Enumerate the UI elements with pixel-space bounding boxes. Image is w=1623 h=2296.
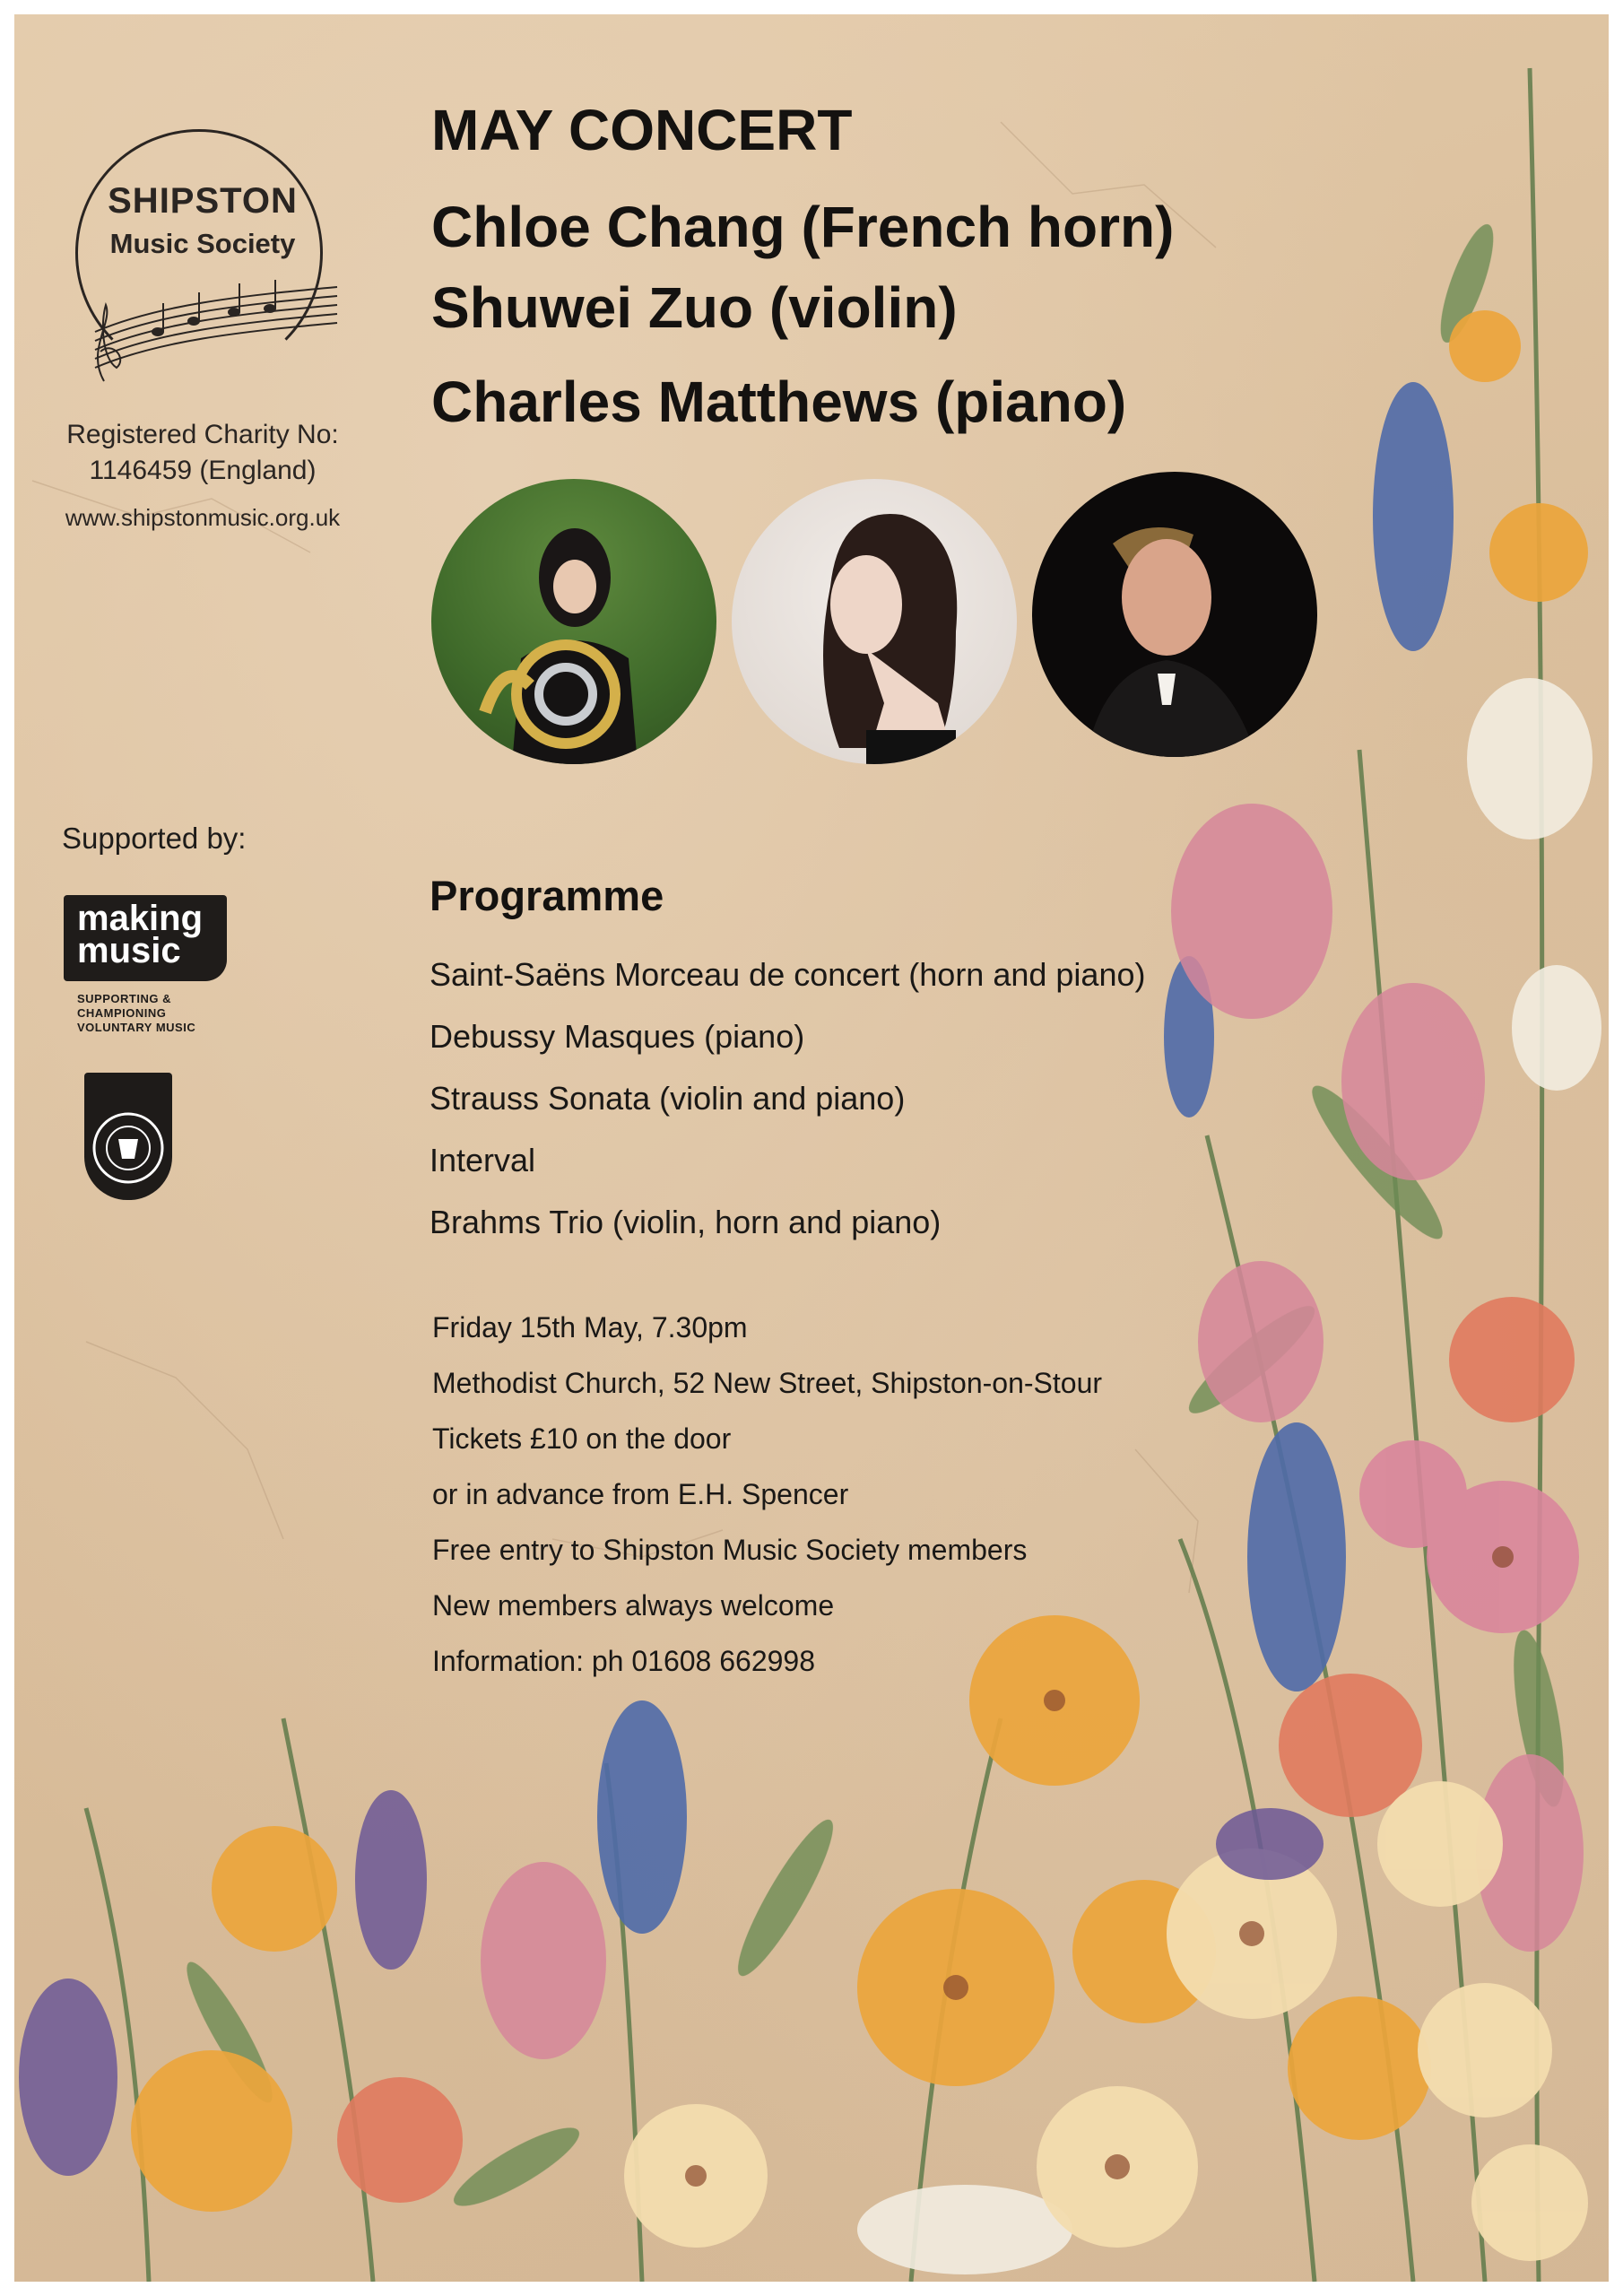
event-new-members: New members always welcome: [432, 1589, 835, 1622]
making-music-tagline-3: VOLUNTARY MUSIC: [77, 1021, 196, 1034]
stratford-council-crest: [84, 1073, 172, 1200]
photo-shuwei-zuo: [732, 479, 1017, 764]
event-venue: Methodist Church, 52 New Street, Shipston-on-Stour: [432, 1367, 1103, 1399]
photo-charles-matthews: [1032, 472, 1317, 757]
programme-item: Strauss Sonata (violin and piano): [430, 1080, 906, 1117]
concert-title: MAY CONCERT: [431, 98, 853, 162]
society-website: www.shipstonmusic.org.uk: [65, 504, 341, 531]
making-music-tagline-1: SUPPORTING &: [77, 992, 171, 1005]
programme-heading: Programme: [430, 872, 664, 919]
making-music-word1: making: [77, 899, 204, 938]
event-advance-tickets: or in advance from E.H. Spencer: [432, 1478, 849, 1510]
event-member-entry: Free entry to Shipston Music Society members: [432, 1534, 1028, 1566]
music-staff-icon: [77, 269, 346, 395]
supported-by-label: Supported by:: [62, 822, 247, 855]
concert-poster: [14, 14, 1609, 2282]
performer-piano: Charles Matthews (piano): [431, 370, 1127, 434]
performer-horn: Chloe Chang (French horn): [431, 195, 1175, 259]
society-logo-subtitle: Music Society: [109, 228, 296, 259]
charity-number-label: Registered Charity No:: [66, 420, 339, 449]
charity-number-value: 1146459 (England): [89, 456, 317, 485]
making-music-word2: music: [77, 931, 181, 970]
event-ticket-price: Tickets £10 on the door: [432, 1422, 732, 1455]
photo-chloe-chang: [431, 479, 716, 764]
performer-violin: Shuwei Zuo (violin): [431, 275, 958, 340]
event-date-time: Friday 15th May, 7.30pm: [432, 1311, 748, 1344]
programme-item: Brahms Trio (violin, horn and piano): [430, 1204, 942, 1240]
programme-item: Debussy Masques (piano): [430, 1018, 805, 1055]
programme-item: Saint-Saëns Morceau de concert (horn and piano): [430, 956, 1146, 993]
making-music-tagline-2: CHAMPIONING: [77, 1006, 167, 1020]
programme-item: Interval: [430, 1142, 536, 1178]
event-contact-phone: Information: ph 01608 662998: [432, 1645, 815, 1677]
society-logo-name: SHIPSTON: [108, 181, 298, 221]
